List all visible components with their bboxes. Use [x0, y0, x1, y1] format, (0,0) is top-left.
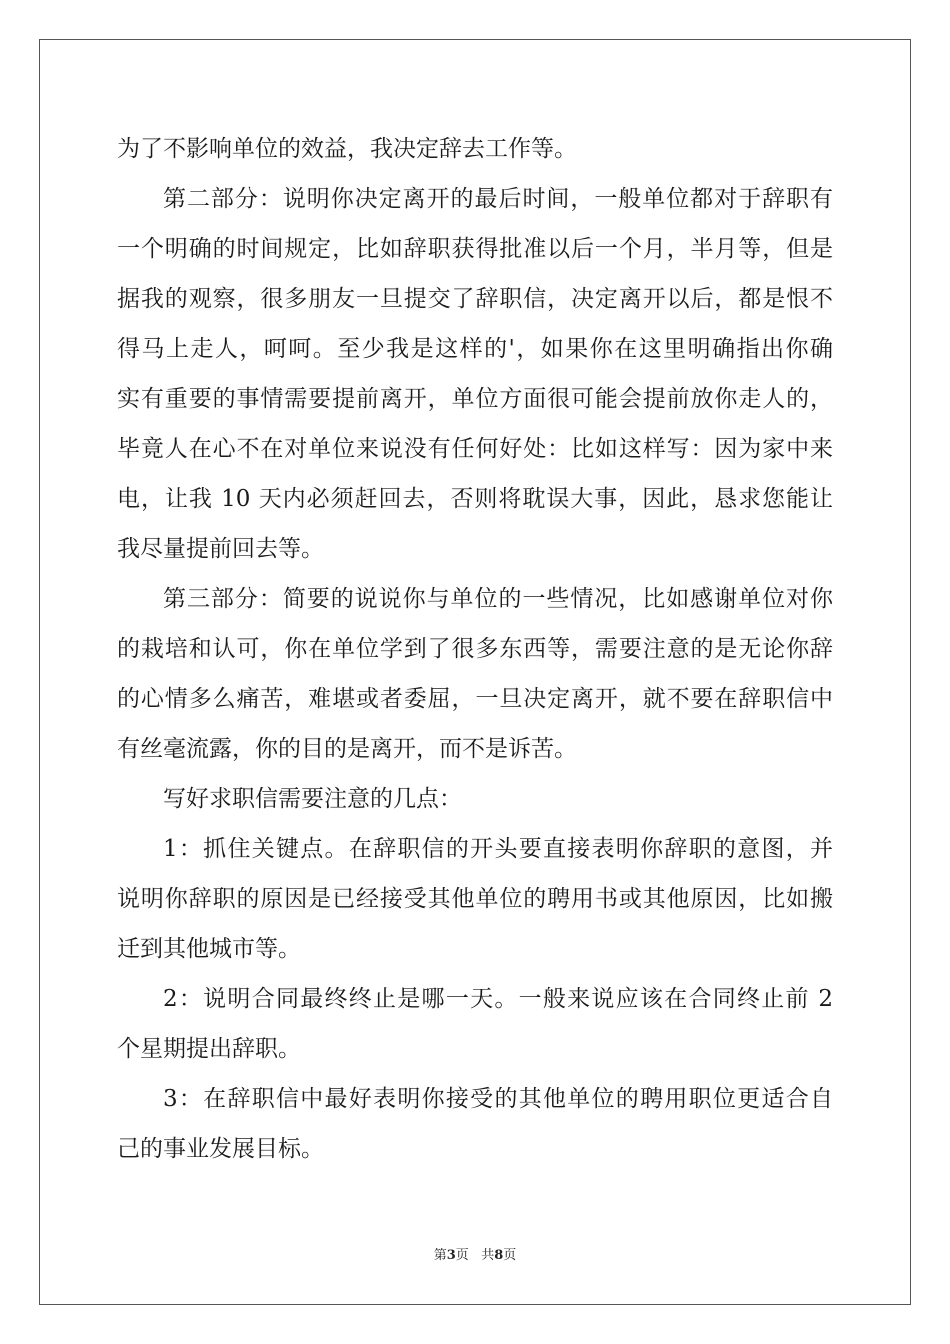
- text-line: 说明你辞职的原因是已经接受其他单位的聘用书或其他原因，比如搬: [117, 886, 833, 912]
- text-line: 据我的观察，很多朋友一旦提交了辞职信，决定离开以后，都是恨不: [117, 286, 833, 312]
- text-line: 1：抓住关键点。在辞职信的开头要直接表明你辞职的意图，并: [163, 836, 833, 862]
- text-line: 的心情多么痛苦，难堪或者委屈，一旦决定离开，就不要在辞职信中: [117, 686, 833, 712]
- text-line: 迁到其他城市等。: [117, 936, 301, 962]
- text-line: 一个明确的时间规定，比如辞职获得批准以后一个月，半月等，但是: [117, 236, 833, 262]
- text-line: 有丝毫流露，你的目的是离开，而不是诉苦。: [117, 736, 577, 762]
- footer-total-suffix: 页: [503, 1248, 517, 1263]
- text-line: 第三部分：简要的说说你与单位的一些情况，比如感谢单位对你: [163, 586, 833, 612]
- footer-page-prefix: 第: [433, 1248, 447, 1263]
- text-line: 我尽量提前回去等。: [117, 536, 324, 562]
- text-line: 得马上走人，呵呵。至少我是这样的'，如果你在这里明确指出你确: [117, 336, 833, 362]
- text-line: 个星期提出辞职。: [117, 1036, 301, 1062]
- footer-total-prefix: 共: [481, 1248, 495, 1263]
- text-line: 电，让我 10 天内必须赶回去，否则将耽误大事，因此，恳求您能让: [117, 486, 833, 512]
- text-line: 写好求职信需要注意的几点：: [163, 786, 462, 812]
- text-line: 为了不影响单位的效益，我决定辞去工作等。: [117, 136, 577, 162]
- text-line: 的栽培和认可，你在单位学到了很多东西等，需要注意的是无论你辞: [117, 636, 833, 662]
- text-line: 3：在辞职信中最好表明你接受的其他单位的聘用职位更适合自: [163, 1086, 833, 1112]
- text-line: 2：说明合同最终终止是哪一天。一般来说应该在合同终止前 2: [163, 986, 833, 1012]
- page-footer: [0, 1244, 950, 1263]
- text-line: 第二部分：说明你决定离开的最后时间，一般单位都对于辞职有: [163, 186, 833, 212]
- footer-page-number: 3: [446, 1248, 456, 1263]
- footer-total-pages: 8: [494, 1248, 504, 1263]
- text-line: 己的事业发展目标。: [117, 1136, 324, 1162]
- text-line: 毕竟人在心不在对单位来说没有任何好处：比如这样写：因为家中来: [117, 436, 833, 462]
- text-line: 实有重要的事情需要提前离开，单位方面很可能会提前放你走人的，: [117, 386, 833, 412]
- footer-page-suffix: 页: [455, 1248, 469, 1263]
- document-body: [117, 124, 833, 1174]
